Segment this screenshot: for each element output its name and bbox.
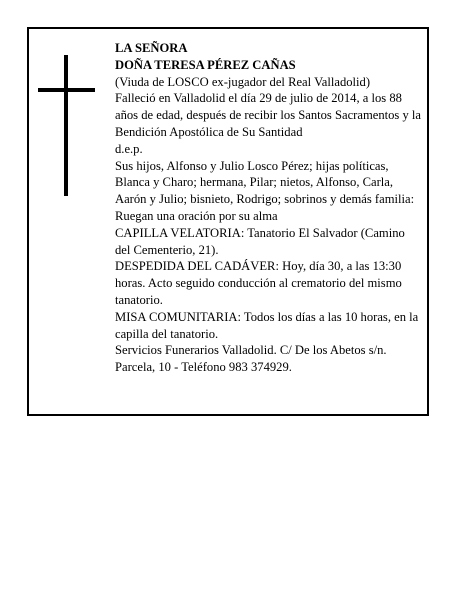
widow-of-line: (Viuda de LOSCO ex-jugador del Real Valladolid) — [115, 74, 371, 89]
rip-line: d.e.p. — [115, 141, 143, 156]
cross-horizontal-bar — [38, 88, 95, 92]
prayer-line: Ruegan una oración por su alma — [115, 208, 278, 223]
death-paragraph: Falleció en Valladolid el día 29 de julio de 2014, a los 88 años de edad, después de recibir los Santos Sacramentos y la Bendición Apostólica de Su Santidad — [115, 91, 422, 139]
notice-title: LA SEÑORA — [115, 41, 188, 55]
family-paragraph: Sus hijos, Alfonso y Julio Losco Pérez; hijas políticas, Blanca y Charo; hermana, Pilar; nietos, Alfonso, Carla, Aarón y Julio; bisnieto, Rodrigo; sobrinos y demás familia: — [115, 158, 415, 207]
notice-text — [115, 40, 423, 376]
chapel-paragraph: CAPILLA VELATORIA: Tanatorio El Salvador (Camino del Cementerio, 21). — [115, 225, 405, 257]
cross-vertical-bar — [64, 55, 68, 196]
mass-paragraph: MISA COMUNITARIA: Todos los días a las 10 horas, en la capilla del tanatorio. — [115, 309, 419, 341]
deceased-name: DOÑA TERESA PÉREZ CAÑAS — [115, 57, 296, 72]
funeral-services-paragraph: Servicios Funerarios Valladolid. C/ De los Abetos s/n. Parcela, 10 - Teléfono 983 374929. — [115, 343, 387, 375]
farewell-paragraph: DESPEDIDA DEL CADÁVER: Hoy, día 30, a las 13:30 horas. Acto seguido conducción al crematorio del mismo tanatorio. — [115, 259, 402, 307]
